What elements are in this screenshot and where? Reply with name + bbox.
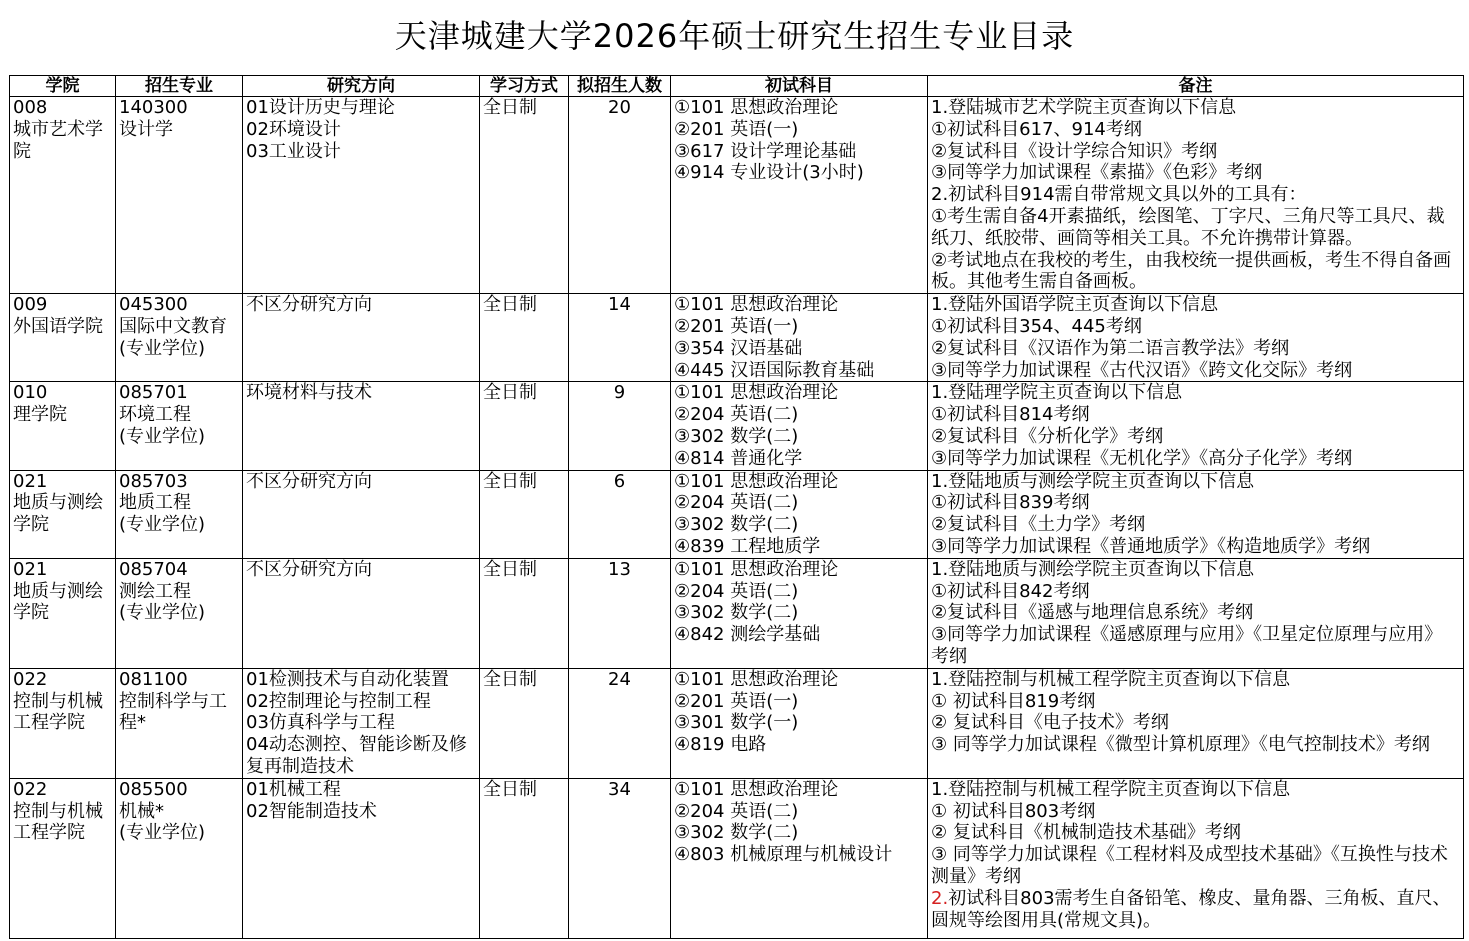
college-name: 控制与机械工程学院 [13,800,103,844]
study-mode: 全日制 [483,470,537,492]
remark-item: ③同等学力加试课程《遥感原理与应用》《卫星定位原理与应用》考纲 [931,624,1443,667]
major-cell [116,294,243,382]
college-name: 外国语学院 [13,315,103,337]
subject-item: ③617 设计学理论基础 [674,140,857,162]
college-cell [10,382,116,470]
college-code: 009 [13,294,48,316]
subject-item: ①101 思想政治理论 [674,470,839,492]
direction-item: 01检测技术与自动化装置 [246,668,449,690]
college-code: 022 [13,668,48,690]
major-code: 045300 [119,294,188,316]
remark-item: ①初试科目842考纲 [931,580,1090,602]
mode-cell [480,382,569,470]
major-name: 测绘工程 [119,580,191,602]
subject-item: ④914 专业设计(3小时) [674,162,864,184]
mode-cell [480,778,569,938]
remark-item: ①考生需自备4开素描纸，绘图笔、丁字尺、三角尺等工具尺、裁纸刀、纸胶带、画筒等相关工具。不允许携带计算器。 [931,205,1445,249]
remark-item: ③同等学力加试课程《无机化学》《高分子化学》考纲 [931,447,1353,469]
college-name: 控制与机械工程学院 [13,690,103,734]
remarks-cell [928,778,1464,938]
catalog-body [10,97,1464,939]
major-cell [116,778,243,938]
table-row [10,294,1464,382]
study-mode: 全日制 [483,558,537,580]
college-name: 地质与测绘学院 [13,492,103,536]
quota-cell [569,558,671,668]
college-cell [10,778,116,938]
subjects-cell [671,558,928,668]
subject-item: ①101 思想政治理论 [674,778,839,800]
subjects-cell [671,470,928,558]
remark-item: ③ 同等学力加试课程《工程材料及成型技术基础》《互换性与技术测量》考纲 [931,844,1448,887]
remark-item: ②复试科目《汉语作为第二语言教学法》考纲 [931,337,1290,359]
direction-item: 不区分研究方向 [246,558,372,580]
college-name: 理学院 [13,404,67,426]
subject-item: ②204 英语(二) [674,492,799,514]
subject-item: ③301 数学(一) [674,712,799,734]
remark-item: 1.登陆理学院主页查询以下信息 [931,382,1183,404]
remarks-cell [928,294,1464,382]
direction-item: 环境材料与技术 [246,382,372,404]
mode-cell [480,294,569,382]
major-code: 140300 [119,97,188,118]
subject-item: ④839 工程地质学 [674,535,821,557]
college-code: 022 [13,778,48,800]
subjects-cell [671,97,928,294]
quota-cell [569,382,671,470]
header-row [10,76,1464,97]
mode-cell [480,470,569,558]
study-mode: 全日制 [483,668,537,690]
college-code: 021 [13,470,48,492]
header-subjects: 初试科目 [671,76,928,97]
major-cell [116,470,243,558]
major-note: (专业学位) [119,514,206,536]
major-name: 控制科学与工程* [119,690,227,734]
major-note: (专业学位) [119,425,206,447]
subject-item: ④819 电路 [674,734,767,756]
remarks-cell [928,668,1464,778]
remark-item: ② 复试科目《电子技术》考纲 [931,712,1169,734]
direction-cell [243,382,480,470]
remark-item: 1.登陆外国语学院主页查询以下信息 [931,294,1219,316]
college-code: 010 [13,382,48,404]
mode-cell [480,558,569,668]
subject-item: ②201 英语(一) [674,118,799,140]
remark-item: ②考试地点在我校的考生，由我校统一提供画板，考生不得自备画板。其他考生需自备画板。 [931,249,1452,293]
major-note: (专业学位) [119,822,206,844]
direction-cell [243,778,480,938]
remark-item: ① 初试科目819考纲 [931,690,1096,712]
header-college: 学院 [10,76,116,97]
direction-item: 04动态测控、智能诊断及修复再制造技术 [246,734,467,777]
subject-item: ①101 思想政治理论 [674,294,839,316]
subject-item: ②204 英语(二) [674,800,799,822]
catalog-table [9,75,1464,939]
subject-item: ②201 英语(一) [674,690,799,712]
college-cell [10,294,116,382]
direction-cell [243,558,480,668]
major-name: 地质工程 [119,492,191,514]
subject-item: ④803 机械原理与机械设计 [674,844,893,866]
subject-item: ④814 普通化学 [674,447,803,469]
major-code: 085500 [119,778,188,800]
major-name: 国际中文教育 [119,315,227,337]
subject-item: ④445 汉语国际教育基础 [674,359,875,381]
college-name: 地质与测绘学院 [13,580,103,624]
table-row [10,558,1464,668]
quota-cell [569,668,671,778]
major-code: 081100 [119,668,188,690]
subject-item: ③302 数学(二) [674,822,799,844]
subject-item: ④842 测绘学基础 [674,624,821,646]
remark-item: 1.登陆城市艺术学院主页查询以下信息 [931,97,1237,118]
major-name: 设计学 [119,118,173,140]
mode-cell [480,668,569,778]
subject-item: ③302 数学(二) [674,425,799,447]
remark-item: 1.登陆地质与测绘学院主页查询以下信息 [931,470,1255,492]
major-cell [116,382,243,470]
subject-item: ③302 数学(二) [674,514,799,536]
remark-item: 1.登陆地质与测绘学院主页查询以下信息 [931,558,1255,580]
direction-cell [243,97,480,294]
header-major: 招生专业 [116,76,243,97]
subject-item: ①101 思想政治理论 [674,382,839,404]
remark-item: ②复试科目《设计学综合知识》考纲 [931,140,1218,162]
college-name: 城市艺术学院 [13,118,103,162]
subjects-cell [671,668,928,778]
remark-item: 2.初试科目914需自带常规文具以外的工具有： [931,184,1307,206]
quota-value: 20 [608,97,631,118]
study-mode: 全日制 [483,294,537,316]
direction-cell [243,470,480,558]
quota-cell [569,294,671,382]
table-row [10,668,1464,778]
remark-item: ③同等学力加试课程《古代汉语》《跨文化交际》考纲 [931,359,1353,381]
remark-item: 1.登陆控制与机械工程学院主页查询以下信息 [931,778,1291,800]
major-code: 085703 [119,470,188,492]
subjects-cell [671,294,928,382]
direction-item: 02控制理论与控制工程 [246,690,431,712]
subject-item: ②204 英语(二) [674,580,799,602]
major-cell [116,668,243,778]
remark-item: ③ 同等学力加试课程《微型计算机原理》《电气控制技术》考纲 [931,734,1430,756]
remark-item: ②复试科目《遥感与地理信息系统》考纲 [931,602,1254,624]
major-note: (专业学位) [119,602,206,624]
table-row [10,778,1464,938]
remark-item [931,888,1460,932]
college-cell [10,97,116,294]
direction-item: 03仿真科学与工程 [246,712,395,734]
study-mode: 全日制 [483,97,537,118]
remark-item: ①初试科目354、445考纲 [931,315,1142,337]
remark-item: ② 复试科目《机械制造技术基础》考纲 [931,822,1241,844]
quota-cell [569,97,671,294]
quota-value: 13 [608,558,631,580]
remark-item: ①初试科目839考纲 [931,492,1090,514]
direction-item: 不区分研究方向 [246,470,372,492]
subject-item: ②204 英语(二) [674,404,799,426]
college-cell [10,558,116,668]
subject-item: ①101 思想政治理论 [674,97,839,118]
table-row [10,382,1464,470]
remark-text: 初试科目803需考生自备铅笔、橡皮、量角器、三角板、直尺、圆规等绘图用具(常规文具)。 [931,887,1451,931]
major-note: (专业学位) [119,337,206,359]
quota-value: 14 [608,294,631,316]
direction-cell [243,668,480,778]
quota-value: 24 [608,668,631,690]
remark-item: ②复试科目《土力学》考纲 [931,514,1146,536]
college-code: 021 [13,558,48,580]
quota-cell [569,470,671,558]
remark-number: 2. [931,887,949,909]
subject-item: ③354 汉语基础 [674,337,803,359]
quota-value: 9 [613,382,626,404]
major-code: 085701 [119,382,188,404]
header-direction: 研究方向 [243,76,480,97]
remark-item: ①初试科目617、914考纲 [931,118,1142,140]
direction-item: 02智能制造技术 [246,800,377,822]
subject-item: ①101 思想政治理论 [674,668,839,690]
remark-item: ① 初试科目803考纲 [931,800,1096,822]
subject-item: ①101 思想政治理论 [674,558,839,580]
quota-cell [569,778,671,938]
study-mode: 全日制 [483,382,537,404]
college-cell [10,668,116,778]
subject-item: ③302 数学(二) [674,602,799,624]
college-cell [10,470,116,558]
major-code: 085704 [119,558,188,580]
remark-item: 1.登陆控制与机械工程学院主页查询以下信息 [931,668,1291,690]
header-remarks: 备注 [928,76,1464,97]
subjects-cell [671,382,928,470]
header-mode: 学习方式 [480,76,569,97]
direction-item: 03工业设计 [246,140,341,162]
remark-item: ③同等学力加试课程《普通地质学》《构造地质学》考纲 [931,535,1371,557]
major-name: 机械* [119,800,164,822]
page-title: 天津城建大学2026年硕士研究生招生专业目录 [394,17,1075,55]
direction-cell [243,294,480,382]
direction-item: 01设计历史与理论 [246,97,395,118]
study-mode: 全日制 [483,778,537,800]
direction-item: 01机械工程 [246,778,341,800]
table-row [10,97,1464,294]
header-quota: 拟招生人数 [569,76,671,97]
remark-item: ①初试科目814考纲 [931,404,1090,426]
subjects-cell [671,778,928,938]
subject-item: ②201 英语(一) [674,315,799,337]
remarks-cell [928,470,1464,558]
remarks-cell [928,97,1464,294]
table-row [10,470,1464,558]
direction-item: 02环境设计 [246,118,341,140]
major-name: 环境工程 [119,404,191,426]
college-code: 008 [13,97,48,118]
remarks-cell [928,558,1464,668]
remarks-cell [928,382,1464,470]
direction-item: 不区分研究方向 [246,294,372,316]
remark-item: ②复试科目《分析化学》考纲 [931,425,1164,447]
quota-value: 6 [613,470,626,492]
major-cell [116,97,243,294]
mode-cell [480,97,569,294]
major-cell [116,558,243,668]
quota-value: 34 [608,778,631,800]
remark-item: ③同等学力加试课程《素描》《色彩》考纲 [931,162,1263,184]
